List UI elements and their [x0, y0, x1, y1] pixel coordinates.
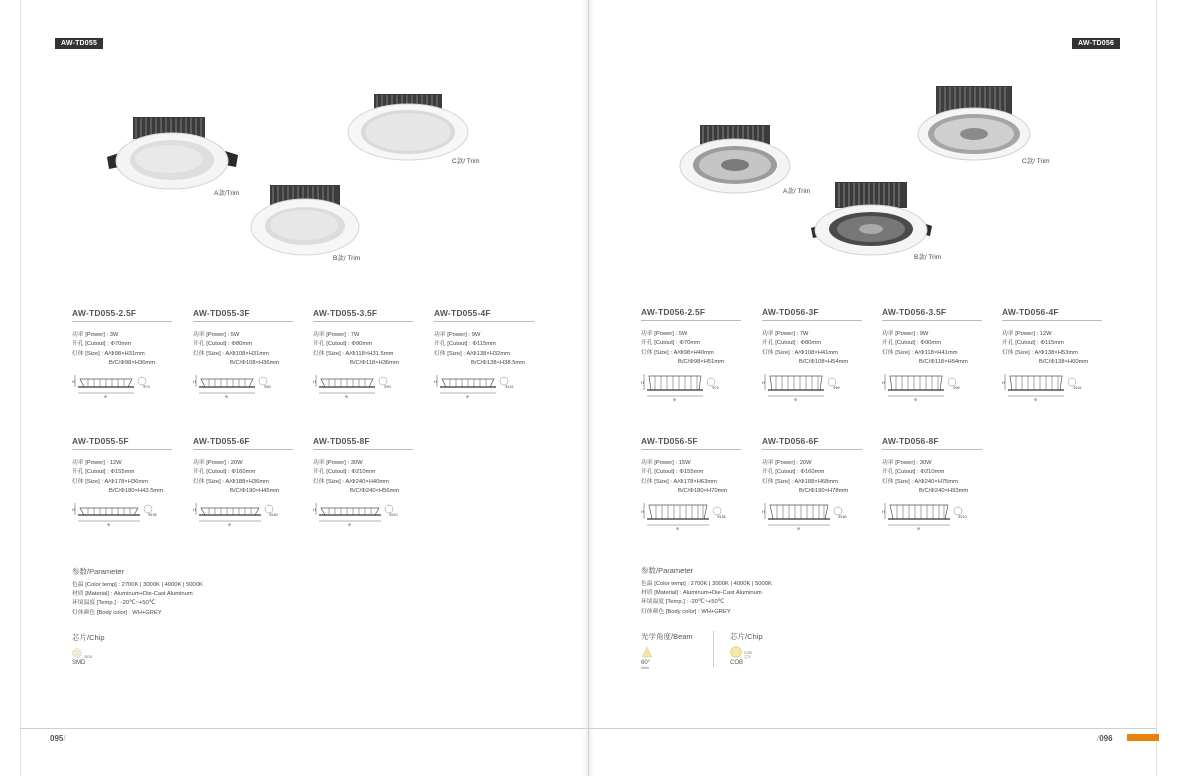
parameter-list	[72, 581, 203, 618]
cutout-spec: 开孔 [Cutout] : Φ160mm	[193, 469, 256, 476]
cutout-spec: 开孔 [Cutout] : Φ155mm	[72, 469, 135, 476]
cutout-badge: Φ90	[953, 385, 960, 390]
power-spec: 功率 [Power] : 20W	[762, 460, 812, 466]
size-spec-bc: B/C/Φ190×H78mm	[799, 488, 849, 495]
model-specs	[313, 331, 413, 369]
footer-line	[20, 728, 588, 729]
model-specs	[762, 330, 862, 368]
size-spec-bc: B/C/Φ108×H54mm	[799, 359, 849, 366]
chip-item	[72, 648, 92, 666]
cutout-badge: Φ210	[389, 512, 398, 517]
cob-chip-icon	[730, 646, 742, 658]
model-block	[762, 307, 862, 402]
product-image-trim-a	[105, 115, 240, 195]
model-block	[882, 307, 982, 402]
size-spec-bc: B/C/Φ180×H43.5mm	[109, 488, 164, 495]
series-tag: AW-TD056	[1072, 38, 1120, 49]
dimension-drawing	[641, 372, 731, 402]
chip-name: COB	[730, 660, 744, 666]
footer-line	[589, 728, 1156, 729]
dimension-drawing	[762, 501, 852, 531]
size-spec: 灯体 [Size] : A/Φ138×H53mm	[1002, 349, 1078, 356]
size-spec: 灯体 [Size] : A/Φ188×H68mm	[762, 478, 838, 485]
trim-c-label: C款/ Trim	[452, 158, 480, 165]
size-spec-bc: B/C/Φ98×H51mm	[678, 359, 725, 366]
size-spec: 灯体 [Size] : A/Φ118×H41mm	[882, 349, 958, 356]
cutout-spec: 开孔 [Cutout] : Φ115mm	[434, 341, 496, 348]
model-title: AW-TD056-8F	[882, 436, 982, 450]
dimension-drawing	[1002, 372, 1092, 402]
svg-text:Φ: Φ	[676, 525, 680, 531]
model-title: AW-TD056-3F	[762, 307, 862, 321]
cutout-spec: 开孔 [Cutout] : Φ155mm	[641, 469, 704, 476]
size-spec-bc: B/C/Φ118×H54mm	[919, 359, 968, 366]
model-block	[193, 436, 293, 527]
trim-a-label: A款/ Trim	[783, 188, 811, 195]
product-image-trim-c	[916, 84, 1031, 164]
model-specs	[434, 331, 534, 369]
model-specs	[882, 330, 982, 368]
size-spec-bc: B/C/Φ138×H38.5mm	[471, 360, 526, 367]
trim-a-label: A款/Trim	[214, 190, 240, 197]
size-spec: 灯体 [Size] : A/Φ98×H31mm	[72, 350, 145, 357]
parameter-list	[641, 580, 772, 617]
power-spec: 功率 [Power] : 30W	[313, 460, 363, 466]
param-color-temp: 色温 [Color temp] : 2700K | 3000K | 4000K | 5000K	[72, 582, 203, 588]
size-spec-bc: B/C/Φ180×H70mm	[678, 488, 728, 495]
cutout-spec: 开孔 [Cutout] : Φ160mm	[762, 469, 825, 476]
cutout-badge: Φ160	[269, 512, 278, 517]
model-title: AW-TD055-3.5F	[313, 308, 413, 322]
model-block	[313, 436, 413, 527]
dimension-drawing	[193, 501, 283, 527]
power-spec: 功率 [Power] : 9W	[434, 332, 481, 338]
power-spec: 功率 [Power] : 15W	[641, 460, 691, 466]
size-spec: 灯体 [Size] : A/Φ118×H31.5mm	[313, 350, 394, 357]
size-spec: 灯体 [Size] : A/Φ108×H31mm	[193, 350, 269, 357]
model-specs	[72, 331, 172, 369]
cutout-spec: 开孔 [Cutout] : Φ210mm	[882, 469, 945, 476]
model-specs	[313, 459, 413, 497]
model-title: AW-TD056-5F	[641, 436, 741, 450]
model-block	[72, 308, 172, 399]
chip-item	[730, 646, 752, 666]
param-body-color: 灯体颜色 [Body color] : WH+GREY	[641, 608, 731, 615]
beam-angle-value: 60°	[641, 660, 651, 666]
model-specs	[1002, 330, 1102, 368]
size-spec-bc: B/C/Φ98×H36mm	[109, 360, 156, 367]
trim-b-label: B款/ Trim	[914, 254, 942, 261]
chip-small-text: 2835	[84, 655, 92, 659]
accent-bar	[1127, 734, 1159, 741]
svg-text:H: H	[313, 378, 316, 384]
svg-text:H: H	[762, 508, 765, 514]
svg-text:Φ: Φ	[348, 521, 352, 527]
param-material: 材质 [Material] : Aluminum+Die-Cast Aluminum	[72, 591, 193, 598]
model-title: AW-TD055-2.5F	[72, 308, 172, 322]
power-spec: 功率 [Power] : 7W	[762, 331, 809, 337]
right-page	[589, 0, 1178, 776]
svg-text:H: H	[193, 378, 196, 384]
model-title: AW-TD055-6F	[193, 436, 293, 450]
cutout-badge: Φ70	[143, 384, 150, 389]
model-block	[641, 307, 741, 402]
product-image-trim-a	[678, 123, 793, 195]
size-spec-bc: B/C/Φ240×H93mm	[919, 488, 969, 495]
product-image-trim-b	[248, 183, 363, 258]
svg-text:Φ: Φ	[225, 393, 229, 399]
svg-text:Φ: Φ	[914, 396, 918, 402]
size-spec: 灯体 [Size] : A/Φ188×H36mm	[193, 478, 269, 485]
dimension-drawing	[434, 373, 524, 399]
cutout-badge: Φ70	[712, 385, 719, 390]
model-block	[72, 436, 172, 527]
model-block	[641, 436, 741, 531]
dimension-drawing	[72, 373, 162, 399]
svg-text:H: H	[641, 508, 644, 514]
power-spec: 功率 [Power] : 5W	[641, 331, 688, 337]
svg-text:H: H	[641, 379, 644, 385]
svg-text:Φ: Φ	[794, 396, 798, 402]
dimension-drawing	[882, 501, 972, 531]
power-spec: 功率 [Power] : 5W	[193, 332, 240, 338]
dimension-drawing	[641, 501, 731, 531]
trim-b-label: B款/ Trim	[333, 255, 361, 262]
dimension-drawing	[313, 501, 403, 527]
chip-name: SMD	[72, 660, 86, 666]
size-spec: 灯体 [Size] : A/Φ108×H41mm	[762, 349, 838, 356]
model-title: AW-TD055-3F	[193, 308, 293, 322]
cutout-badge: Φ80	[264, 384, 271, 389]
model-title: AW-TD055-5F	[72, 436, 172, 450]
trim-c-label: C款/ Trim	[1022, 158, 1050, 165]
svg-text:H: H	[434, 378, 437, 384]
model-title: AW-TD056-4F	[1002, 307, 1102, 321]
param-temp: 环境温度 [Temp.] : -20℃~+50℃	[72, 600, 156, 607]
power-spec: 功率 [Power] : 30W	[882, 460, 932, 466]
cutout-badge: Φ210	[958, 514, 967, 519]
size-spec-bc: B/C/Φ108×H36mm	[230, 360, 280, 367]
chip-title: 芯片/Chip	[730, 632, 763, 641]
model-block	[762, 436, 862, 531]
svg-text:Φ: Φ	[1034, 396, 1038, 402]
size-spec: 灯体 [Size] : A/Φ240×H40mm	[313, 478, 389, 485]
power-spec: 功率 [Power] : 12W	[72, 460, 122, 466]
parameter-title: 参数/Parameter	[641, 566, 694, 575]
power-spec: 功率 [Power] : 9W	[882, 331, 929, 337]
parameter-title: 参数/Parameter	[72, 567, 125, 576]
product-image-trim-b	[809, 180, 934, 258]
cutout-spec: 开孔 [Cutout] : Φ115mm	[1002, 340, 1064, 347]
cutout-spec: 开孔 [Cutout] : Φ90mm	[882, 340, 942, 347]
series-tag: AW-TD055	[55, 38, 103, 49]
model-block	[193, 308, 293, 399]
param-temp: 环境温度 [Temp.] : -20℃~+50℃	[641, 599, 725, 606]
svg-text:H: H	[72, 506, 75, 512]
dimension-drawing	[313, 373, 403, 399]
svg-text:H: H	[1002, 379, 1005, 385]
cutout-badge: Φ90	[384, 384, 391, 389]
size-spec: 灯体 [Size] : A/Φ240×H75mm	[882, 478, 958, 485]
cutout-spec: 开孔 [Cutout] : Φ80mm	[193, 341, 253, 348]
size-spec: 灯体 [Size] : A/Φ98×H40mm	[641, 349, 714, 356]
svg-text:H: H	[882, 379, 885, 385]
svg-text:H: H	[193, 506, 196, 512]
model-specs	[641, 459, 741, 497]
model-title: AW-TD055-4F	[434, 308, 534, 322]
cutout-spec: 开孔 [Cutout] : Φ80mm	[762, 340, 822, 347]
cutout-badge: Φ155	[148, 512, 157, 517]
cutout-spec: 开孔 [Cutout] : Φ90mm	[313, 341, 373, 348]
model-block	[434, 308, 534, 399]
model-title: AW-TD056-2.5F	[641, 307, 741, 321]
svg-text:H: H	[72, 378, 75, 384]
size-spec-bc: B/C/Φ240×H56mm	[350, 488, 400, 495]
power-spec: 功率 [Power] : 3W	[72, 332, 119, 338]
svg-text:H: H	[313, 506, 316, 512]
power-spec: 功率 [Power] : 20W	[193, 460, 243, 466]
smd-chip-icon	[72, 648, 84, 658]
beam-chip-divider	[713, 631, 714, 667]
beam-title: 光学角度/Beam	[641, 632, 693, 641]
size-spec-bc: B/C/Φ138×H60mm	[1039, 359, 1089, 366]
param-material: 材质 [Material] : Aluminum+Die-Cast Aluminum	[641, 590, 762, 597]
size-spec-bc: B/C/Φ118×H36mm	[350, 360, 399, 367]
model-title: AW-TD056-6F	[762, 436, 862, 450]
param-body-color: 灯体颜色 [Body color] : WH+GREY	[72, 609, 162, 616]
product-image-trim-c	[346, 92, 471, 164]
cutout-spec: 开孔 [Cutout] : Φ70mm	[72, 341, 132, 348]
cutout-spec: 开孔 [Cutout] : Φ210mm	[313, 469, 376, 476]
model-block	[1002, 307, 1102, 402]
size-spec-bc: B/C/Φ190×H45mm	[230, 488, 280, 495]
model-block	[882, 436, 982, 531]
model-block	[313, 308, 413, 399]
svg-text:Φ: Φ	[797, 525, 801, 531]
size-spec: 灯体 [Size] : A/Φ138×H32mm	[434, 350, 510, 357]
svg-text:Φ: Φ	[673, 396, 677, 402]
svg-text:Φ: Φ	[107, 521, 111, 527]
cutout-badge: Φ155	[717, 514, 726, 519]
beam-item	[641, 646, 653, 670]
page-number: /096	[1097, 734, 1113, 743]
svg-text:Φ: Φ	[917, 525, 921, 531]
model-title: AW-TD056-3.5F	[882, 307, 982, 321]
param-color-temp: 色温 [Color temp] : 2700K | 3000K | 4000K | 5000K	[641, 581, 772, 587]
model-specs	[641, 330, 741, 368]
cutout-badge: Φ160	[838, 514, 847, 519]
model-specs	[882, 459, 982, 497]
cutout-badge: Φ115	[1073, 385, 1082, 390]
svg-text:H: H	[762, 379, 765, 385]
dimension-drawing	[193, 373, 283, 399]
cutout-spec: 开孔 [Cutout] : Φ70mm	[641, 340, 701, 347]
cutout-badge: Φ80	[833, 385, 840, 390]
power-spec: 功率 [Power] : 7W	[313, 332, 360, 338]
page-number: 095/	[50, 734, 66, 743]
dimension-drawing	[762, 372, 852, 402]
cutout-badge: Φ115	[505, 384, 514, 389]
chip-small-text: COB 芯片	[744, 651, 752, 659]
right-margin-line	[1156, 0, 1157, 776]
beam-small-text: Wide	[641, 666, 650, 670]
dimension-drawing	[882, 372, 972, 402]
model-specs	[193, 459, 293, 497]
size-spec: 灯体 [Size] : A/Φ178×H36mm	[72, 478, 148, 485]
model-title: AW-TD055-8F	[313, 436, 413, 450]
left-margin-line	[20, 0, 21, 776]
chip-title: 芯片/Chip	[72, 633, 105, 642]
beam-angle-icon	[641, 646, 653, 658]
svg-text:Φ: Φ	[466, 393, 470, 399]
svg-text:H: H	[882, 508, 885, 514]
size-spec: 灯体 [Size] : A/Φ178×H63mm	[641, 478, 717, 485]
dimension-drawing	[72, 501, 162, 527]
model-specs	[762, 459, 862, 497]
svg-text:Φ: Φ	[228, 521, 232, 527]
model-specs	[193, 331, 293, 369]
svg-text:Φ: Φ	[345, 393, 349, 399]
svg-text:Φ: Φ	[104, 393, 108, 399]
power-spec: 功率 [Power] : 12W	[1002, 331, 1052, 337]
model-specs	[72, 459, 172, 497]
